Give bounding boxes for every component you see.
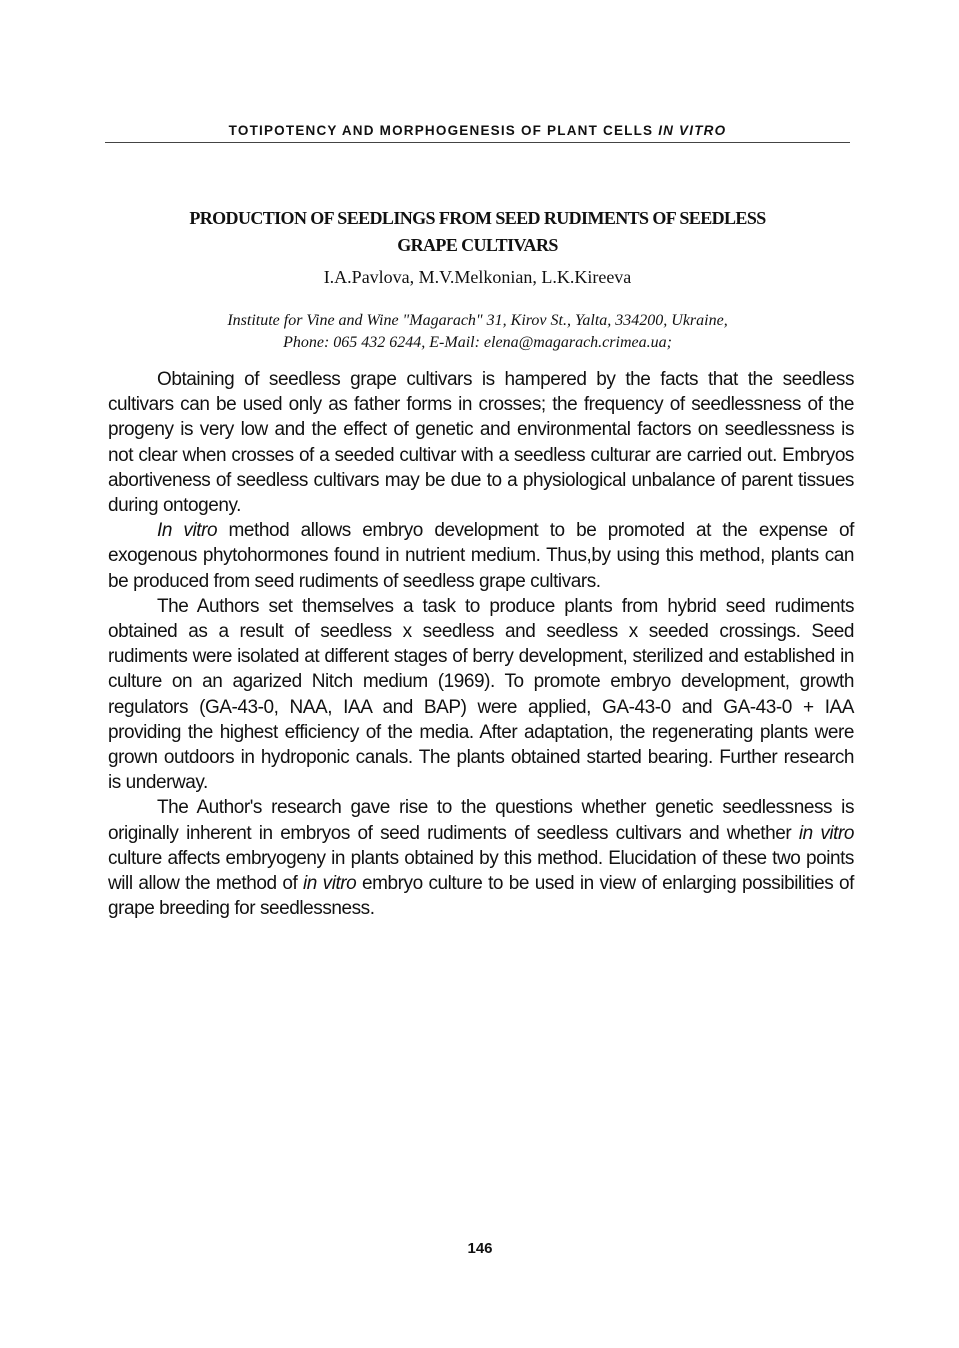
paragraph-3: The Authors set themselves a task to produce plants from hybrid seed rudiments obtained as a result of seedless x seedless and seedless x seeded crossings. Seed rudiments were isolated at different stages of berry development, sterilized and established in culture on an agarized Nitch medium (1969). To promote embryo development, growth regulators (GA-43-0, NAA, IAA and BAP) were applied, GA-43-0 and GA-43-0 + IAA providing the highest efficiency of the media. After adaptation, the regenerating plants were grown outdoors in hydroponic canals. The plants obtained started bearing. Further research is underway.: [108, 595, 854, 794]
paragraph-4-text-a: The Author's research gave rise to the questions whether genetic seedlessness is originally inherent in embryos of seed rudiments of seedless cultivars and whether: [108, 797, 854, 844]
running-header: [105, 123, 850, 138]
abstract-body: [108, 367, 854, 921]
running-header-italic: IN VITRO: [658, 123, 727, 138]
affiliation-line-1: Institute for Vine and Wine "Magarach" 31, Kirov St., Yalta, 334200, Ukraine,: [227, 312, 728, 329]
authors: I.A.Pavlova, M.V.Melkonian, L.K.Kireeva: [323, 267, 632, 287]
affiliation: [105, 310, 850, 354]
paragraph-2-text: method allows embryo development to be promoted at the expense of exogenous phytohormones found in nutrient medium. Thus,by using this method, plants can be produced from seed rudiments of seedless grape cultivars.: [108, 520, 854, 592]
running-header-text: TOTIPOTENCY AND MORPHOGENESIS OF PLANT CELLS: [228, 123, 654, 138]
paragraph-2-italic: In vitro: [157, 520, 218, 542]
article-title: [105, 205, 850, 259]
paragraph-4-italic-2: in vitro: [303, 873, 357, 895]
paragraph-1: Obtaining of seedless grape cultivars is hampered by the facts that the seedless cultivars can be used only as father forms in crosses; the frequency of seedlessness of the progeny is very low and the effect of genetic and environmental factors on seedlessness is not clear when crosses of a seeded cultivar with a seedless culturar are carried out. Embryos abortiveness of seedless cultivars may be due to a physiological unbalance of parent tissues during ontogeny.: [108, 369, 854, 517]
title-line-2: GRAPE CULTIVARS: [397, 235, 558, 255]
paragraph-2: [108, 518, 854, 594]
header-rule: [105, 142, 850, 143]
affiliation-line-2: Phone: 065 432 6244, E-Mail: elena@magarach.crimea.ua;: [283, 334, 672, 351]
paragraph-4: [108, 795, 854, 921]
paragraph-4-italic-1: in vitro: [798, 822, 854, 844]
page-number: 146: [467, 1240, 493, 1257]
paragraph-4-text-c: embryo culture to be used in view of enlarging possibilities of grape breeding for seedlessness.: [108, 873, 854, 920]
paragraph-4-text-b: culture affects embryogeny in plants obtained by this method. Elucidation of these two points will allow the method of: [108, 847, 854, 895]
title-line-1: PRODUCTION OF SEEDLINGS FROM SEED RUDIMENTS OF SEEDLESS: [189, 208, 766, 228]
